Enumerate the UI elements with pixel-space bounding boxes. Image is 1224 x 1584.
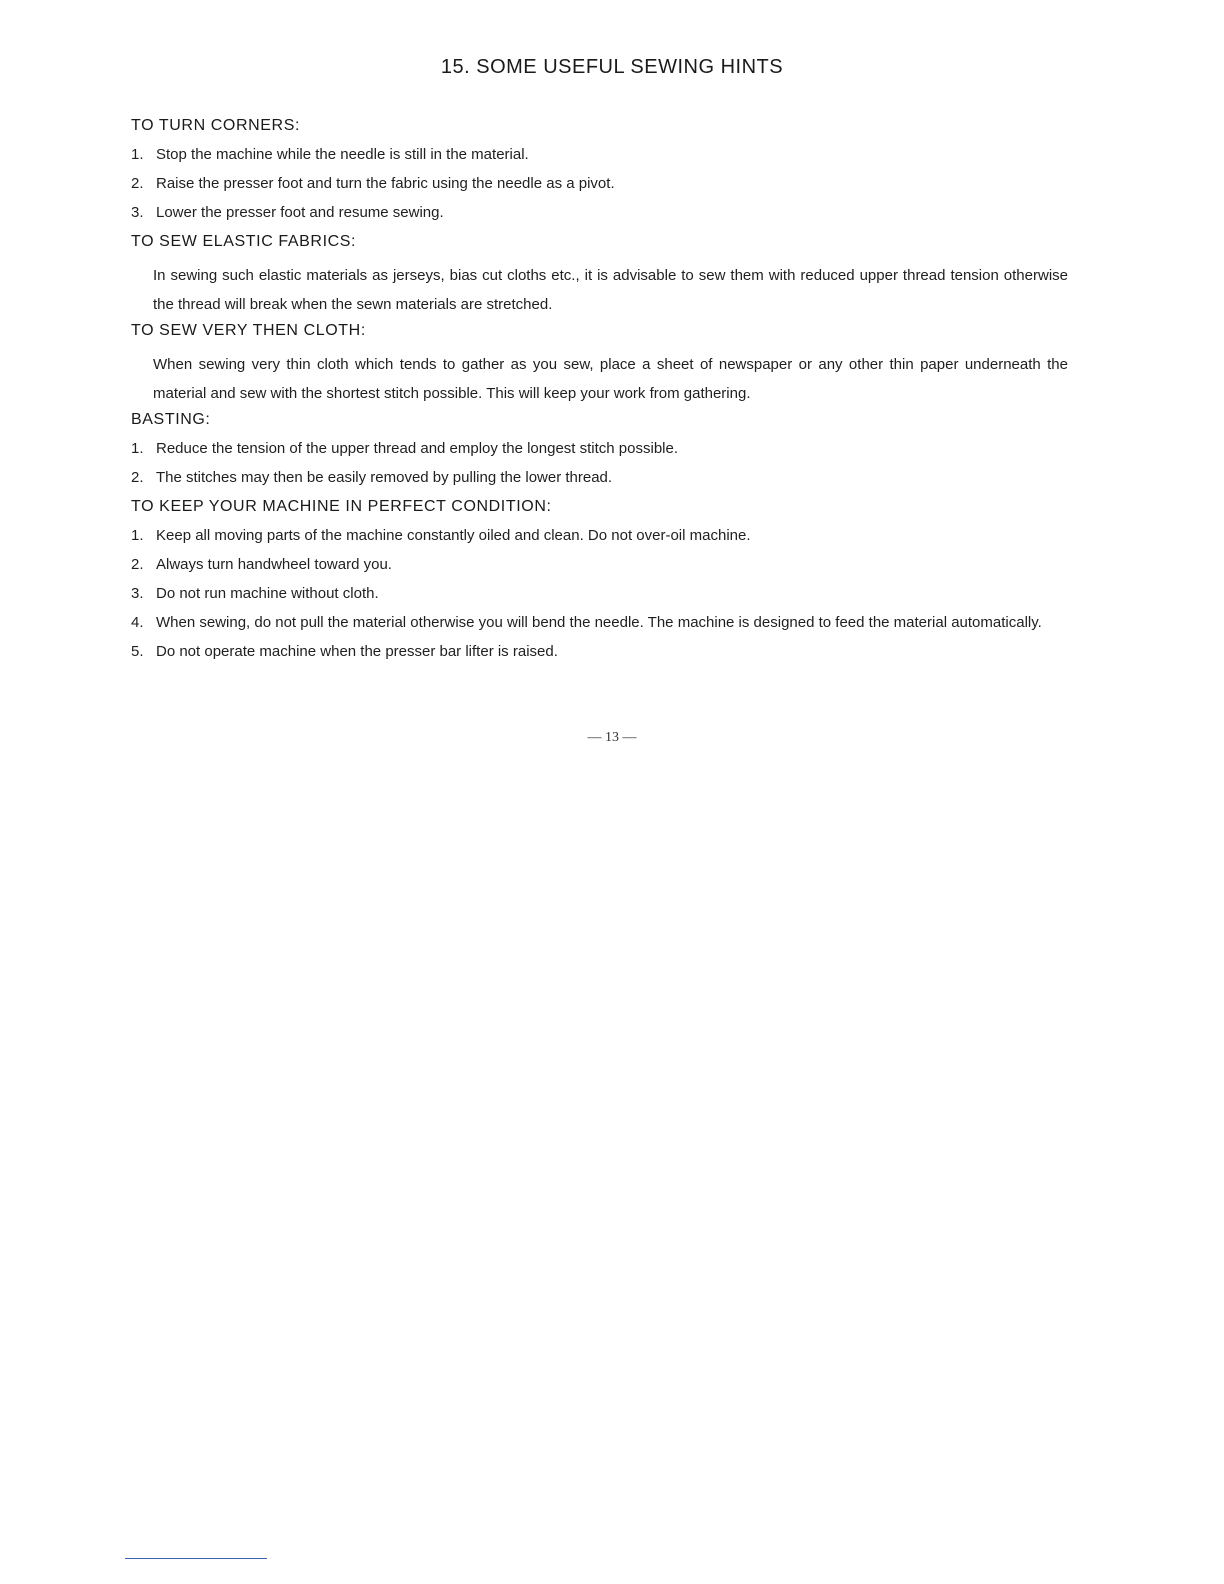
item-number: 1. <box>131 146 144 163</box>
item-text: Keep all moving parts of the machine constantly oiled and clean. Do not over-oil machine. <box>156 527 751 544</box>
section-paragraph: When sewing very thin cloth which tends to gather as you sew, place a sheet of newspaper or any other thin paper underneath the material and sew with the shortest stitch possible. This will keep your work from gathering. <box>153 356 1068 402</box>
section-turn-corners <box>128 116 1068 223</box>
step-list <box>128 526 1068 662</box>
section-heading: BASTING: <box>131 411 211 428</box>
item-number: 1. <box>131 440 144 457</box>
section-heading: TO SEW VERY THEN CLOTH: <box>131 322 366 339</box>
hints-content <box>128 116 1068 671</box>
item-number: 2. <box>131 175 144 192</box>
section-paragraph: In sewing such elastic materials as jerseys, bias cut cloths etc., it is advisable to sew them with reduced upper thread tension otherwise the thread will break when the sewn materials are stretched. <box>153 267 1068 313</box>
item-text: Reduce the tension of the upper thread and employ the longest stitch possible. <box>156 440 679 457</box>
list-item <box>128 174 1068 194</box>
section-machine-condition <box>128 497 1068 662</box>
list-item <box>128 439 1068 459</box>
section-heading: TO KEEP YOUR MACHINE IN PERFECT CONDITION: <box>131 498 552 515</box>
list-item <box>128 613 1068 633</box>
step-list <box>128 145 1068 223</box>
item-number: 3. <box>131 585 144 602</box>
section-thin-cloth <box>128 321 1068 408</box>
page-title: 15. SOME USEFUL SEWING HINTS <box>440 56 784 78</box>
item-number: 5. <box>131 643 144 660</box>
item-number: 1. <box>131 527 144 544</box>
item-text: Raise the presser foot and turn the fabric using the needle as a pivot. <box>156 175 615 192</box>
item-text: Do not operate machine when the presser bar lifter is raised. <box>156 643 558 660</box>
footer-rule <box>125 1558 267 1559</box>
section-elastic-fabrics <box>128 232 1068 319</box>
page-number: — 13 — <box>587 730 637 745</box>
list-item <box>128 642 1068 662</box>
item-number: 3. <box>131 204 144 221</box>
list-item <box>128 526 1068 546</box>
item-number: 4. <box>131 614 144 631</box>
step-list <box>128 439 1068 488</box>
item-number: 2. <box>131 469 144 486</box>
item-text: When sewing, do not pull the material otherwise you will bend the needle. The machine is designed to feed the material automatically. <box>156 614 1042 631</box>
item-text: The stitches may then be easily removed by pulling the lower thread. <box>156 469 613 486</box>
section-heading: TO SEW ELASTIC FABRICS: <box>131 233 357 250</box>
list-item <box>128 145 1068 165</box>
item-text: Stop the machine while the needle is still in the material. <box>156 146 529 163</box>
item-text: Do not run machine without cloth. <box>156 585 379 602</box>
list-item <box>128 468 1068 488</box>
item-text: Lower the presser foot and resume sewing. <box>156 204 444 221</box>
list-item <box>128 555 1068 575</box>
item-number: 2. <box>131 556 144 573</box>
section-basting <box>128 410 1068 488</box>
item-text: Always turn handwheel toward you. <box>156 556 392 573</box>
list-item <box>128 584 1068 604</box>
section-heading: TO TURN CORNERS: <box>131 117 301 134</box>
list-item <box>128 203 1068 223</box>
